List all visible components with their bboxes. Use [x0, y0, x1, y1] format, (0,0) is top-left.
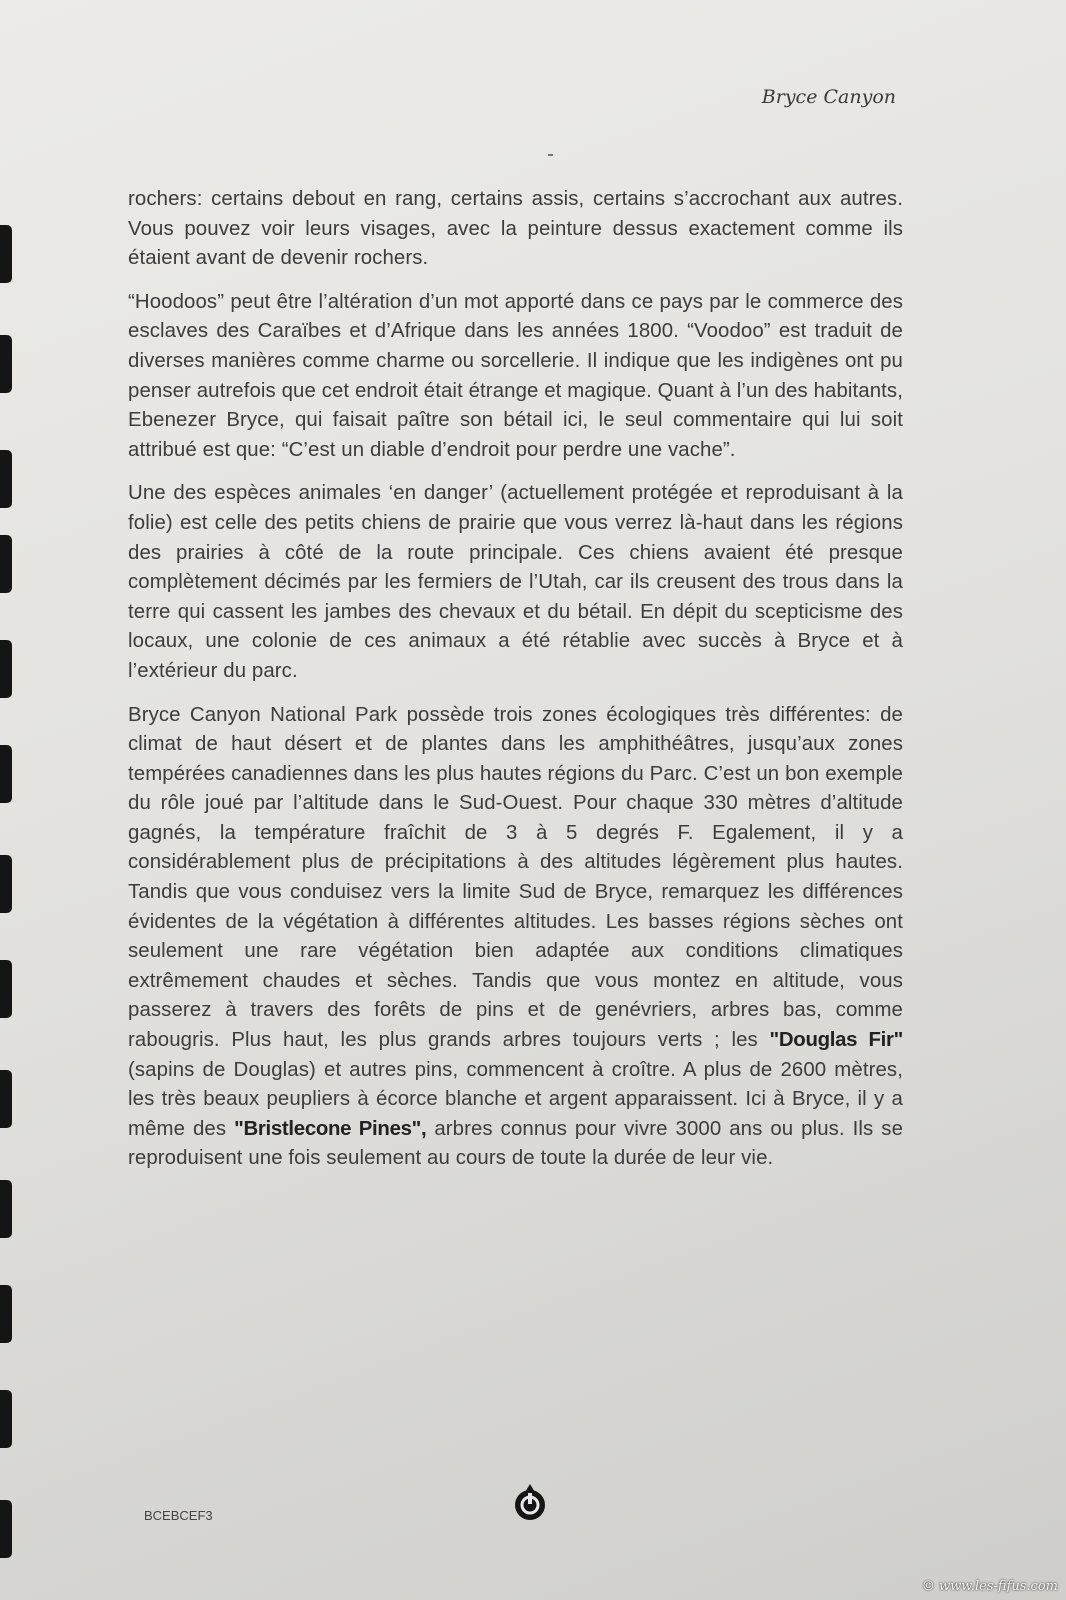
running-header: Bryce Canyon	[761, 86, 896, 108]
binding-ring	[0, 1285, 12, 1343]
binding-ring	[0, 335, 12, 393]
paragraph: “Hoodoos” peut être l’altération d’un mot apporté dans ce pays par le commerce des esclaves des Caraïbes et d’Afrique dans les années 1800. “Voodoo” est traduit de diverses manières comme charme ou sorcellerie. Il indique que les indigènes ont pu penser autrefois que cet endroit était étrange et magique. Quant à l’un des habitants, Ebenezer Bryce, qui faisait paître son bétail ici, le seul commentaire qui lui soit attribué est que: “C’est un diable d’endroit pour perdre une vache”.	[128, 290, 903, 461]
binding-ring	[0, 1070, 12, 1128]
power-drop-logo-icon	[510, 1482, 550, 1522]
binding-ring	[0, 1500, 12, 1558]
body-text	[128, 185, 903, 1188]
binding-ring	[0, 745, 12, 803]
binding-ring	[0, 960, 12, 1018]
page-code: BCEBCEF3	[144, 1508, 213, 1523]
bold-term: "Douglas Fir"	[769, 1029, 903, 1052]
binding-ring	[0, 1180, 12, 1238]
binding-ring	[0, 855, 12, 913]
watermark: © www.les-fifus.com	[921, 1579, 1058, 1594]
spiral-binding	[0, 0, 22, 1600]
binding-ring	[0, 535, 12, 593]
paragraph	[128, 701, 903, 1175]
binding-ring	[0, 640, 12, 698]
header-divider	[548, 154, 553, 156]
paragraph-text: Bryce Canyon National Park possède trois zones écologiques très différentes: de climat de haut désert et de plantes dans les amphithéâtres, jusqu’aux zones tempérées canadiennes dans les plus hautes régions du Parc. C’est un bon exemple du rôle joué par l’altitude dans le Sud-Ouest. Pour chaque 330 mètres d’altitude gagnés, la température fraîchit de 3 à 5 degrés F. Egalement, il y a considérablement plus de précipitations à des altitudes légèrement plus hautes. Tandis que vous conduisez vers la limite Sud de Bryce, remarquez les différences évidentes de la végétation à différentes altitudes. Les basses régions sèches ont seulement une rare végétation bien adaptée aux conditions climatiques extrêmement chaudes et sèches. Tandis que vous montez en altitude, vous passerez à travers des forêts de pins et de genévriers, arbres bas, comme rabougris. Plus haut, les plus grands arbres toujours verts ; les	[128, 703, 903, 1052]
bold-term: "Bristlecone Pines",	[234, 1117, 427, 1140]
paragraph-text: (sapins de Douglas) et autres pins, commencent à croître. A plus de 2600 mètres, les très beaux peupliers à écorce blanche et argent apparaissent. Ici à Bryce, il y a même des	[128, 1058, 903, 1140]
paragraph-text: arbres connus pour vivre 3000 ans ou plus. Ils se reproduisent une fois seulement au cours de toute la durée de leur vie.	[128, 1117, 904, 1170]
binding-ring	[0, 450, 12, 508]
binding-ring	[0, 1390, 12, 1448]
paragraph: rochers: certains debout en rang, certains assis, certains s’accrochant aux autres. Vous pouvez voir leurs visages, avec la peinture dessus exactement comme ils étaient avant de devenir rochers.	[128, 188, 903, 270]
binding-ring	[0, 225, 12, 283]
paragraph: Une des espèces animales ‘en danger’ (actuellement protégée et reproduisant à la folie) est celle des petits chiens de prairie que vous verrez là-haut dans les régions des prairies à côté de la route principale. Ces chiens avaient été presque complètement décimés par les fermiers de l’Utah, car ils creusent des trous dans la terre qui cassent les jambes des chevaux et du bétail. En dépit du scepticisme des locaux, une colonie de ces animaux a été rétablie avec succès à Bryce et à l’extérieur du parc.	[128, 482, 903, 682]
